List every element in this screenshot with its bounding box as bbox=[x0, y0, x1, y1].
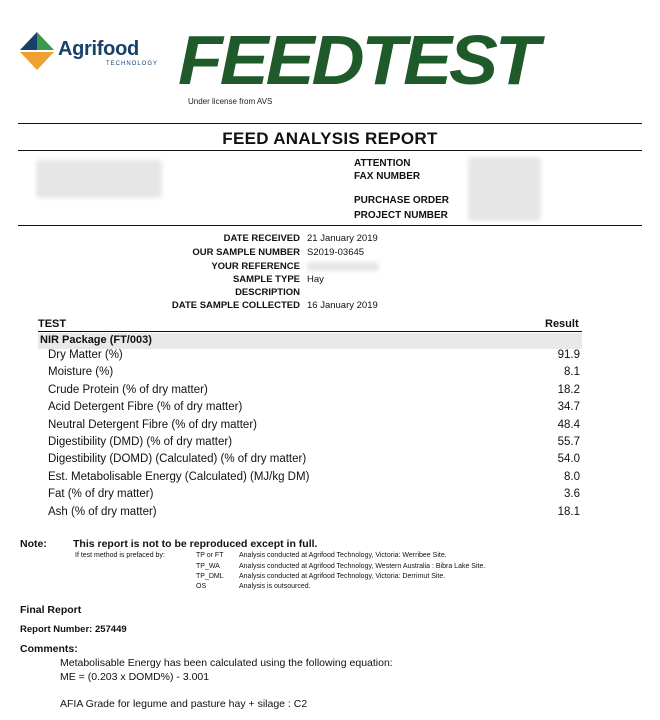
code-item: OS bbox=[196, 583, 207, 590]
code-description: Analysis conducted at Agrifood Technology, Victoria: Derrimut Site. bbox=[239, 573, 446, 580]
agrifood-subtitle: TECHNOLOGY bbox=[106, 61, 159, 67]
purchase-order-label: PURCHASE ORDER bbox=[354, 195, 450, 206]
sample-type-label: SAMPLE TYPE bbox=[232, 274, 300, 285]
test-result-value: 34.7 bbox=[557, 401, 580, 414]
table-row bbox=[48, 488, 580, 505]
test-name: Neutral Detergent Fibre (% of dry matter) bbox=[48, 418, 257, 431]
table-row bbox=[48, 471, 580, 488]
final-report-label: Final Report bbox=[20, 604, 82, 616]
our-sample-number-value: S2019-03645 bbox=[307, 247, 365, 258]
table-row bbox=[48, 436, 580, 453]
sample-type-value: Hay bbox=[307, 274, 324, 285]
your-reference-label: YOUR REFERENCE bbox=[211, 261, 300, 272]
test-result-value: 55.7 bbox=[557, 436, 580, 448]
test-result-value: 18.2 bbox=[557, 383, 580, 396]
feedtest-logo bbox=[178, 21, 537, 112]
comment-line: Metabolisable Energy has been calculated using the following equation: bbox=[60, 657, 393, 669]
license-text: Under license from AVS bbox=[188, 97, 273, 106]
title-bottom-rule bbox=[18, 150, 642, 151]
comment-line: ME = (0.203 x DOMD%) - 3.001 bbox=[60, 671, 210, 683]
package-label: NIR Package (FT/003) bbox=[40, 334, 152, 346]
test-result-value: 54.0 bbox=[557, 453, 580, 466]
attention-label: ATTENTION bbox=[354, 158, 411, 169]
test-result-value: 8.0 bbox=[564, 470, 580, 483]
test-name: Crude Protein (% of dry matter) bbox=[48, 383, 208, 396]
test-result-value: 48.4 bbox=[557, 418, 580, 431]
note-label: Note: bbox=[20, 538, 47, 550]
test-name: Fat (% of dry matter) bbox=[48, 488, 154, 501]
result-column-header: Result bbox=[545, 318, 579, 330]
agrifood-emblem-icon bbox=[18, 30, 56, 72]
test-name: Moisture (%) bbox=[48, 366, 114, 379]
code-item: TP or FT bbox=[196, 552, 224, 559]
table-row bbox=[48, 366, 580, 383]
test-result-value: 91.9 bbox=[557, 349, 580, 361]
date-received-label: DATE RECEIVED bbox=[223, 233, 300, 244]
test-name: Dry Matter (%) bbox=[48, 349, 123, 361]
project-number-label: PROJECT NUMBER bbox=[354, 210, 448, 221]
report-title: FEED ANALYSIS REPORT bbox=[222, 129, 438, 148]
package-row bbox=[38, 333, 582, 349]
description-label: DESCRIPTION bbox=[235, 287, 300, 298]
table-row bbox=[48, 419, 580, 436]
note-text: This report is not to be reproduced except in full. bbox=[73, 538, 318, 550]
test-column-header: TEST bbox=[38, 318, 67, 330]
table-header-rule bbox=[38, 331, 582, 332]
test-result-value: 18.1 bbox=[557, 505, 580, 518]
code-description: Analysis is outsourced. bbox=[239, 583, 311, 590]
date-collected-value: 16 January 2019 bbox=[307, 300, 378, 311]
fax-label: FAX NUMBER bbox=[354, 171, 421, 182]
feedtest-wordmark: FEEDTEST bbox=[178, 21, 537, 99]
redacted-contact bbox=[468, 157, 541, 221]
code-description: Analysis conducted at Agrifood Technology, Victoria: Werribee Site. bbox=[239, 552, 447, 559]
our-sample-number-label: OUR SAMPLE NUMBER bbox=[192, 247, 300, 258]
redacted-reference bbox=[307, 262, 379, 271]
comments-label: Comments: bbox=[20, 643, 78, 655]
test-name: Est. Metabolisable Energy (Calculated) (MJ/kg DM) bbox=[48, 470, 310, 483]
code-item: TP_DML bbox=[196, 573, 224, 580]
table-row bbox=[48, 506, 580, 523]
date-received-value: 21 January 2019 bbox=[307, 233, 378, 244]
agrifood-logo bbox=[18, 30, 159, 72]
test-name: Digestibility (DOMD) (Calculated) (% of dry matter) bbox=[48, 453, 307, 466]
table-row bbox=[48, 401, 580, 418]
date-collected-label: DATE SAMPLE COLLECTED bbox=[171, 300, 300, 311]
redacted-address bbox=[36, 160, 162, 198]
prefix-label: If test method is prefaced by: bbox=[75, 552, 165, 559]
test-result-value: 3.6 bbox=[564, 488, 580, 501]
code-description: Analysis conducted at Agrifood Technology, Western Australia : Bibra Lake Site. bbox=[239, 563, 486, 570]
comment-line: AFIA Grade for legume and pasture hay + silage : C2 bbox=[60, 698, 308, 710]
table-row bbox=[48, 349, 580, 366]
table-row bbox=[48, 384, 580, 401]
table-row bbox=[48, 453, 580, 470]
test-name: Digestibility (DMD) (% of dry matter) bbox=[48, 436, 233, 448]
test-result-value: 8.1 bbox=[564, 366, 580, 379]
agrifood-wordmark: Agrifood bbox=[58, 38, 139, 60]
title-top-rule bbox=[18, 123, 642, 124]
recipient-bottom-rule bbox=[18, 225, 642, 226]
code-item: TP_WA bbox=[196, 563, 220, 570]
test-name: Acid Detergent Fibre (% of dry matter) bbox=[48, 401, 243, 414]
test-name: Ash (% of dry matter) bbox=[48, 505, 157, 518]
report-number: Report Number: 257449 bbox=[20, 624, 127, 635]
